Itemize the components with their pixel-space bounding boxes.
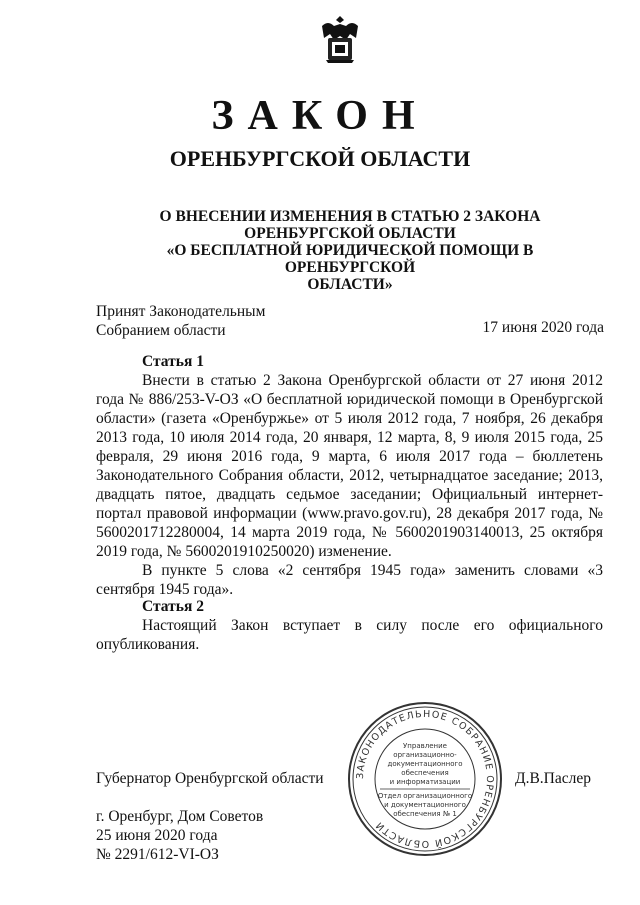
adoption-info — [96, 302, 265, 340]
article-2 — [96, 597, 603, 654]
article-1-heading: Статья 1 — [142, 353, 204, 370]
article-2-heading: Статья 2 — [142, 598, 204, 615]
seal-line: Управление — [403, 742, 447, 750]
seal-line: документационного — [387, 760, 463, 768]
official-seal-icon — [346, 700, 504, 858]
article-1 — [96, 352, 603, 599]
seal-line: обеспечения — [401, 769, 449, 777]
coat-of-arms-icon — [318, 14, 362, 64]
seal-line: и информатизации — [389, 778, 461, 786]
signing-date: 25 июня 2020 года — [96, 827, 218, 844]
subject-line: «О БЕСПЛАТНОЙ ЮРИДИЧЕСКОЙ ПОМОЩИ В ОРЕНБУРГСКОЙ — [166, 242, 534, 276]
article-1-paragraph-1: Внести в статью 2 Закона Оренбургской области от 27 июня 2012 года № 886/253-V-ОЗ «О бесплатной юридической помощи в Оренбургской области» (газета «Оренбуржье» от 5 июля 2012 года, 7 ноября, 26 декабря 2013 года, 10 июля 2014 года, 20 января, 12 марта, 8, 9 июля 2015 года, 25 февраля, 29 июня 2016 года, 9 марта, 6 июля 2017 года – бюллетень Законодательного Собрания области, 2012, четырнадцатое заседание; 2013, двадцать пятое, двадцать седьмое заседании; Официальный интернет-портал правовой информации (www.pravo.gov.ru), 28 декабря 2017 года, № 5600201712280004, 14 марта 2019 года, № 5600201903140013, 25 октября 2019 года, № 5600201910250020) изменение. — [96, 372, 603, 560]
adoption-date: 17 июня 2020 года — [482, 319, 604, 336]
seal-ring-text: ЗАКОНОДАТЕЛЬНОЕ СОБРАНИЕ ОРЕНБУРГСКОЙ ОБЛАСТИ — [354, 708, 496, 850]
seal-line: Отдел организационного — [377, 792, 473, 800]
seal-line: обеспечения № 1 — [393, 810, 457, 818]
subject-line: ОБЛАСТИ» — [307, 276, 393, 293]
adoption-line: Принят Законодательным — [96, 303, 266, 320]
article-2-paragraph-1: Настоящий Закон вступает в силу после его официального опубликования. — [96, 617, 603, 653]
seal-line: и документационного — [384, 801, 466, 809]
signatory-position: Губернатор Оренбургской области — [96, 770, 324, 787]
seal-line: организационно- — [393, 751, 457, 759]
signing-place: г. Оренбург, Дом Советов — [96, 808, 264, 825]
signatory-name: Д.В.Паслер — [515, 770, 591, 787]
region-name: ОРЕНБУРГСКОЙ ОБЛАСТИ — [169, 146, 471, 171]
subject-line: О ВНЕСЕНИИ ИЗМЕНЕНИЯ В СТАТЬЮ 2 ЗАКОНА — [159, 208, 541, 225]
article-1-paragraph-2: В пункте 5 слова «2 сентября 1945 года» заменить словами «3 сентября 1945 года». — [96, 562, 603, 598]
law-subject — [100, 208, 600, 293]
document-title: ЗАКОН — [211, 93, 429, 139]
adoption-line: Собранием области — [96, 322, 226, 339]
subject-line: ОРЕНБУРГСКОЙ ОБЛАСТИ — [244, 225, 456, 242]
law-number: № 2291/612-VI-ОЗ — [96, 846, 219, 863]
